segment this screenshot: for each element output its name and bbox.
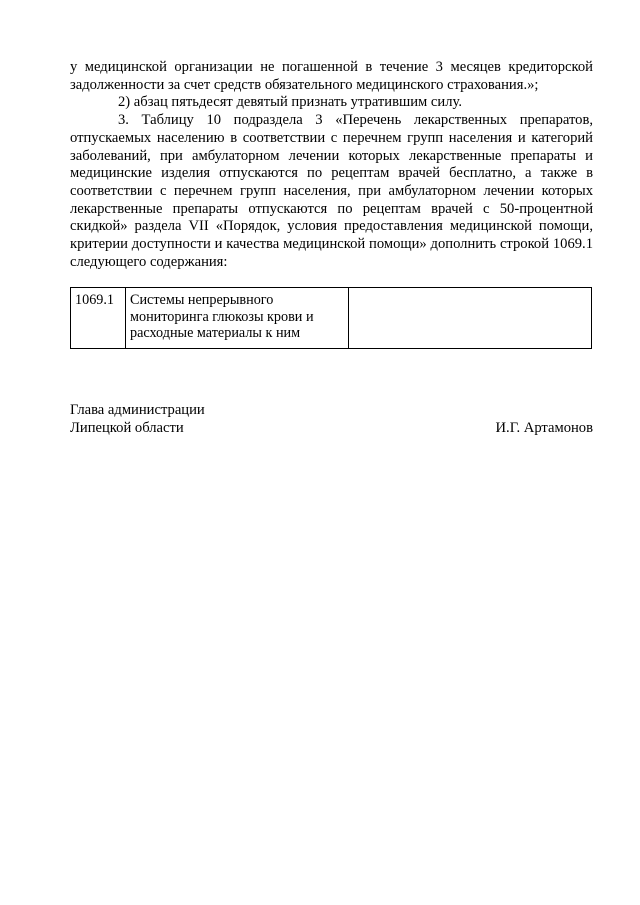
table-cell-name: Системы непрерывного мониторинга глюкозы крови и расходные материалы к ним <box>126 288 349 349</box>
paragraph-item-3: 3. Таблицу 10 подраздела 3 «Перечень лекарственных препаратов, отпускаемых населению в соответствии с перечнем групп населения и категорий заболеваний, при амбулаторном лечении которых лекарственные препараты и медицинские изделия отпускаются по рецептам врачей бесплатно, а также в соответствии с перечнем групп населения, при амбулаторном лечении которых лекарственные препараты отпускаются по рецептам врачей с 50-процентной скидкой» раздела VII «Порядок, условия предоставления медицинской помощи, критерии доступности и качества медицинской помощи» дополнить строкой 1069.1 следующего содержания: <box>70 112 593 270</box>
table-row <box>71 288 592 349</box>
table-cell-empty <box>349 288 592 349</box>
signature-block <box>70 401 593 437</box>
paragraph-item-2: 2) абзац пятьдесят девятый признать утратившим силу. <box>118 94 462 111</box>
signatory-position-line2: Липецкой области <box>70 420 184 436</box>
document-body <box>70 59 593 271</box>
paragraph-continuation: у медицинской организации не погашенной в течение 3 месяцев кредиторской задолженности за счет средств обязательного медицинского страхования.»; <box>70 59 593 93</box>
table-cell-number: 1069.1 <box>71 288 126 349</box>
signatory-position-line1: Глава администрации <box>70 402 205 418</box>
amendment-table <box>70 287 592 349</box>
signatory-name: И.Г. Артамонов <box>495 420 593 436</box>
